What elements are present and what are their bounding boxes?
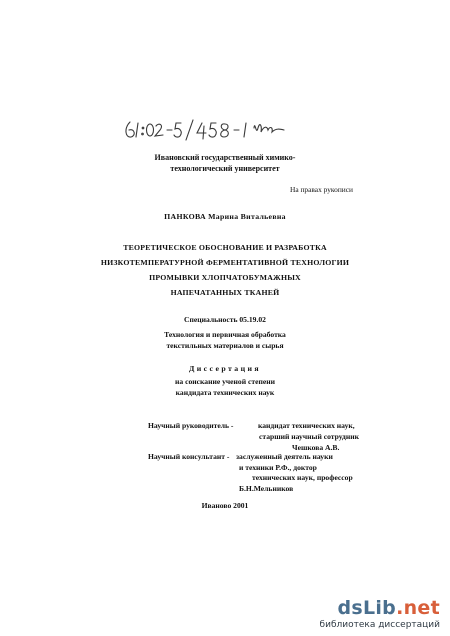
university-name: [0, 152, 450, 174]
supervisor-name: Чешкова А.В.: [292, 443, 340, 452]
university-line-2: технологический университет: [170, 164, 280, 173]
title-line-1: ТЕОРЕТИЧЕСКОЕ ОБОСНОВАНИЕ И РАЗРАБОТКА: [123, 243, 327, 252]
watermark-brand-domain: .net: [396, 597, 440, 619]
supervisor-label: Научный руководитель -: [148, 421, 234, 430]
supervisor-line-2: старший научный сотрудник: [259, 432, 360, 441]
rights-note: На правах рукописи: [290, 185, 353, 194]
handwritten-archive-number: [122, 106, 322, 150]
consultant-name: Б.Н.Мельников: [239, 484, 294, 493]
degree-line-1: на соискание ученой степени: [175, 377, 275, 386]
specialty-code: Специальность 05.19.02: [184, 315, 266, 324]
title-line-3: ПРОМЫВКИ ХЛОПЧАТОБУМАЖНЫХ: [149, 273, 301, 282]
consultant-line-1: заслуженный деятель науки: [236, 452, 333, 461]
watermark-brand: [337, 597, 440, 619]
consultant-line-2: и техники Р.Ф., доктор: [239, 463, 317, 472]
city-year: Иваново 2001: [201, 501, 249, 510]
title-line-4: НАПЕЧАТАННЫХ ТКАНЕЙ: [170, 288, 280, 297]
author-name: ПАНКОВА Марина Витальевна: [164, 212, 286, 221]
specialty-name-line-2: текстильных материалов и сырья: [166, 341, 284, 350]
watermark-brand-main: dsLib: [337, 597, 397, 619]
specialty-name-line-1: Технология и первичная обработка: [164, 330, 286, 339]
degree-line-2: кандидата технических наук: [175, 388, 275, 397]
site-watermark[interactable]: [320, 597, 440, 630]
watermark-subtitle: библиотека диссертаций: [319, 620, 440, 630]
consultant-line-3: технических наук, профессор: [252, 473, 353, 482]
watermark-logo: [320, 597, 440, 619]
dissertation-heading: Диссертация: [189, 364, 261, 373]
consultant-label: Научный консультант -: [148, 452, 230, 461]
university-line-1: Ивановский государственный химико-: [154, 153, 296, 162]
title-line-2: НИЗКОТЕМПЕРАТУРНОЙ ФЕРМЕНТАТИВНОЙ ТЕХНОЛОГИИ: [100, 258, 350, 267]
supervisor-line-1: кандидат технических наук,: [258, 421, 355, 430]
